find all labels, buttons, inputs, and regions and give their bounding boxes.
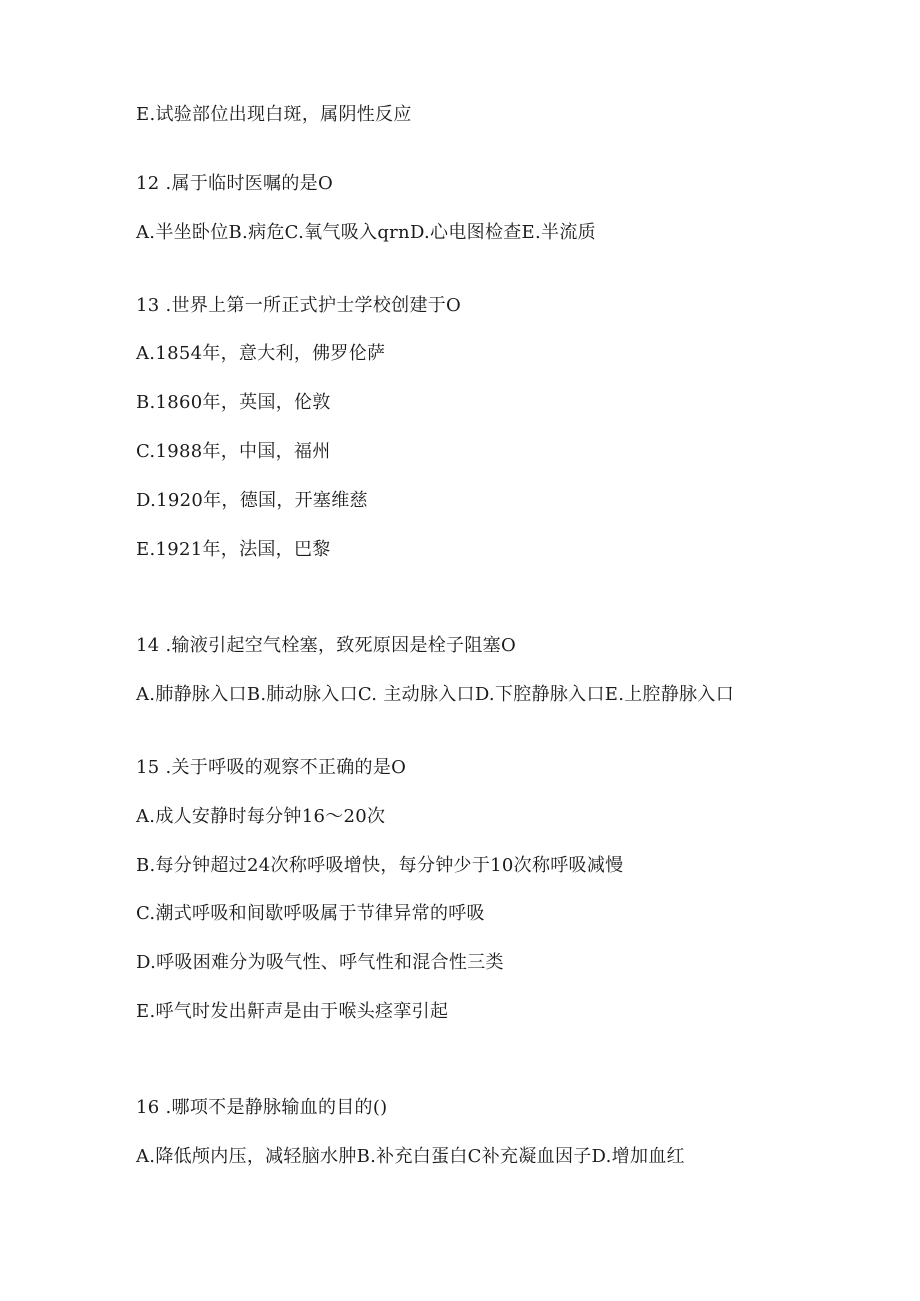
option-d-q15: D.呼吸困难分为吸气性、呼气性和混合性三类 xyxy=(136,952,504,973)
option-b-q13: B.1860年，英国，伦敦 xyxy=(136,392,331,413)
option-a-q13: A.1854年，意大利，佛罗伦萨 xyxy=(136,343,386,364)
question-13: 13 .世界上第一所正式护士学校创建于O xyxy=(136,295,462,316)
options-q14: A.肺静脉入口B.肺动脉入口C. 主动脉入口D.下腔静脉入口E.上腔静脉入口 xyxy=(136,684,735,705)
option-c-q15: C.潮式呼吸和间歇呼吸属于节律异常的呼吸 xyxy=(136,903,485,924)
question-14: 14 .输液引起空气栓塞，致死原因是栓子阻塞O xyxy=(136,635,517,656)
option-e-q15: E.呼气时发出鼾声是由于喉头痉挛引起 xyxy=(136,1001,449,1022)
options-q12: A.半坐卧位B.病危C.氧气吸入qrnD.心电图检查E.半流质 xyxy=(136,222,596,243)
options-q16: A.降低颅内压，减轻脑水肿B.补充白蛋白C补充凝血因子D.增加血红 xyxy=(136,1146,685,1167)
question-16: 16 .哪项不是静脉输血的目的() xyxy=(136,1097,388,1118)
question-12: 12 .属于临时医嘱的是O xyxy=(136,173,334,194)
option-c-q13: C.1988年，中国，福州 xyxy=(136,441,331,462)
option-b-q15: B.每分钟超过24次称呼吸增快，每分钟少于10次称呼吸减慢 xyxy=(136,855,624,876)
option-e-q11: E.试验部位出现白斑，属阴性反应 xyxy=(136,104,412,125)
option-e-q13: E.1921年，法国，巴黎 xyxy=(136,539,331,560)
option-d-q13: D.1920年，德国，开塞维慈 xyxy=(136,490,368,511)
option-a-q15: A.成人安静时每分钟16～20次 xyxy=(136,806,386,827)
question-15: 15 .关于呼吸的观察不正确的是O xyxy=(136,757,407,778)
